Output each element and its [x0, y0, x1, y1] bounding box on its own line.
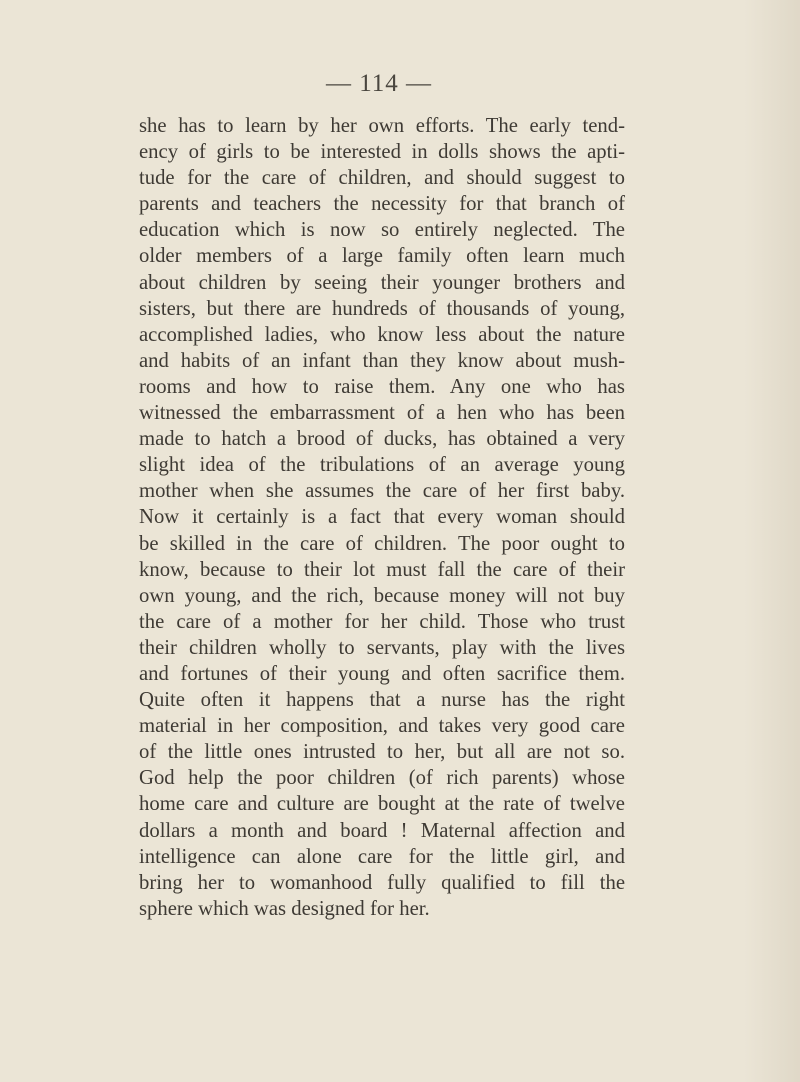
- text-line: parents and teachers the necessity for that branch of: [139, 193, 625, 216]
- text-line: intelligence can alone care for the little girl, and: [139, 845, 625, 868]
- text-line: about children by seeing their younger brothers and: [139, 271, 625, 294]
- text-line: made to hatch a brood of ducks, has obtained a very: [139, 428, 625, 451]
- text-line: Now it certainly is a fact that every woman should: [139, 506, 625, 529]
- text-line: sphere which was designed for her.: [139, 897, 430, 920]
- text-line: know, because to their lot must fall the care of their: [139, 558, 625, 581]
- text-line: of the little ones intrusted to her, but all are not so.: [139, 741, 625, 764]
- text-line: and habits of an infant than they know about mush-: [139, 349, 625, 372]
- text-line: she has to learn by her own efforts. The early tend-: [139, 115, 625, 137]
- text-line: and fortunes of their young and often sacrifice them.: [139, 662, 625, 685]
- text-line: mother when she assumes the care of her first baby.: [139, 480, 625, 503]
- body-text: [139, 113, 625, 922]
- text-line: ency of girls to be interested in dolls shows the apti-: [139, 141, 625, 164]
- text-line: dollars a month and board ! Maternal affection and: [139, 819, 625, 842]
- text-line: education which is now so entirely neglected. The: [139, 219, 625, 242]
- text-line: home care and culture are bought at the rate of twelve: [139, 793, 625, 816]
- text-line: rooms and how to raise them. Any one who has: [139, 375, 625, 398]
- text-line: witnessed the embarrassment of a hen who has been: [139, 402, 625, 425]
- text-line: Quite often it happens that a nurse has the right: [139, 689, 625, 712]
- text-line: material in her composition, and takes very good care: [139, 715, 625, 738]
- text-line: tude for the care of children, and should suggest to: [139, 167, 625, 190]
- text-line: sisters, but there are hundreds of thousands of young,: [139, 297, 625, 320]
- text-line: God help the poor children (of rich parents) whose: [139, 767, 625, 790]
- text-line: accomplished ladies, who know less about the nature: [139, 323, 625, 346]
- text-line: bring her to womanhood fully qualified to fill the: [139, 871, 625, 894]
- text-line: own young, and the rich, because money will not buy: [139, 584, 625, 607]
- page-number: — 114 —: [325, 70, 433, 97]
- text-line: be skilled in the care of children. The poor ought to: [139, 532, 625, 555]
- text-line: slight idea of the tribulations of an average young: [139, 454, 625, 477]
- text-line: their children wholly to servants, play with the lives: [139, 636, 625, 659]
- text-line: older members of a large family often learn much: [139, 245, 625, 268]
- text-line: the care of a mother for her child. Those who trust: [139, 610, 625, 633]
